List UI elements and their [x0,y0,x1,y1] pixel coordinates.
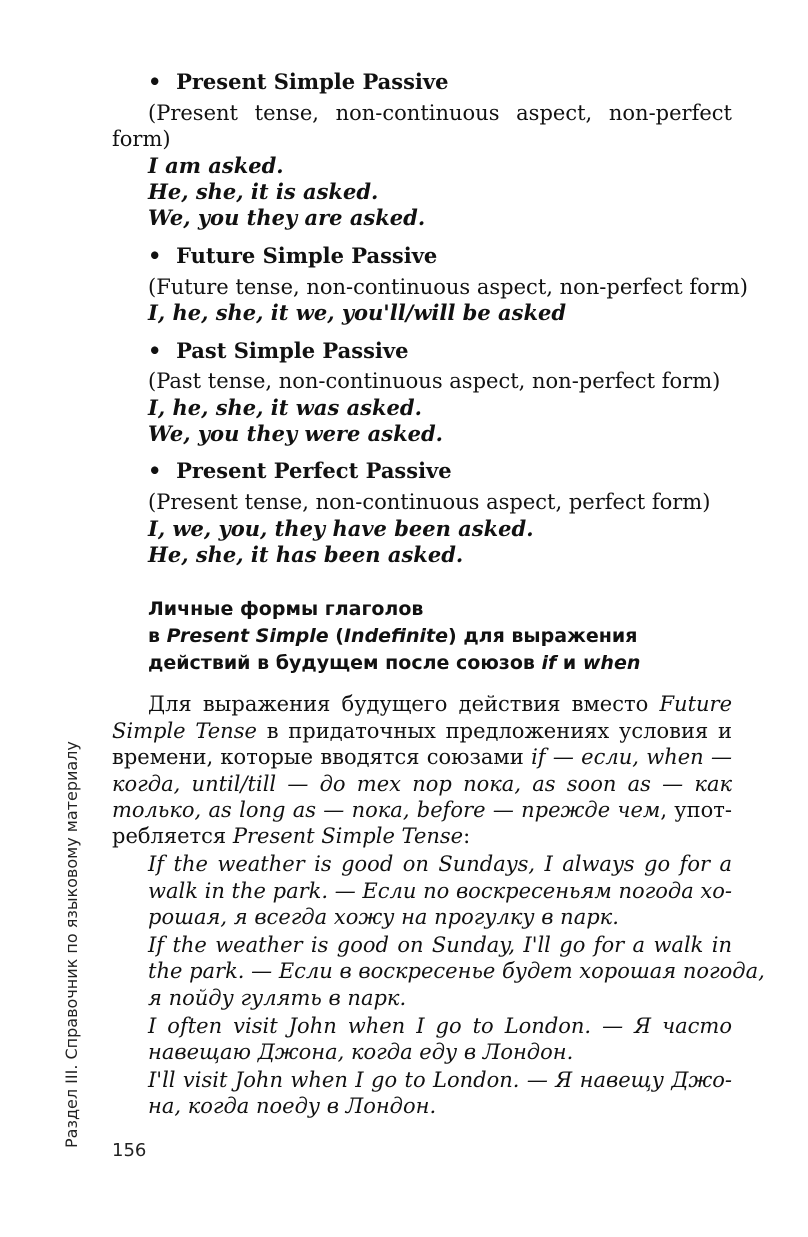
example-line: I, he, she, it was asked. [148,395,422,420]
section-heading: • Future Simple Passive [148,243,438,268]
paragraph-line: ребляется Present Simple Tense: [112,824,471,848]
topic-heading-line: Личные формы глаголов [148,598,424,620]
bullet: • [148,338,162,363]
example-sentence: на, когда поеду в Лондон. [148,1094,437,1118]
section-heading: • Present Simple Passive [148,69,449,94]
example-line: I am asked. [148,153,284,178]
example-sentence: walk in the park. — Если по воскресеньям погода хо- [148,879,732,903]
example-sentence: If the weather is good on Sunday, I'll go for a walk in [148,933,732,957]
example-sentence: I often visit John when I go to London. — Я часто [148,1014,732,1038]
description-line: (Past tense, non-continuous aspect, non-perfect form) [148,369,721,393]
example-sentence: If the weather is good on Sundays, I always go for a [148,852,732,876]
bullet: • [148,243,162,268]
section-heading: • Past Simple Passive [148,338,409,363]
paragraph-line: времени, которые вводятся союзами if — если, when — [112,745,732,769]
example-line: We, you they are asked. [148,205,426,230]
topic-heading-line: действий в будущем после союзов if и when [148,652,641,674]
description-line: (Future tense, non-continuous aspect, non-perfect form) [148,275,748,299]
topic-heading-line: в Present Simple (Indefinite) для выражения [148,625,638,647]
example-sentence: the park. — Если в воскресенье будет хорошая погода, [148,959,765,983]
description-line: (Present tense, non-continuous aspect, perfect form) [148,490,711,514]
section-heading: • Present Perfect Passive [148,458,452,483]
page-number: 156 [112,1140,147,1161]
example-sentence: я пойду гулять в парк. [148,986,407,1010]
example-sentence: рошая, я всегда хожу на прогулку в парк. [148,905,619,929]
example-line: He, she, it is asked. [148,179,379,204]
paragraph-line: Simple Tense в придаточных предложениях условия и [112,719,733,743]
example-line: I, we, you, they have been asked. [148,516,534,541]
paragraph-line: только, as long as — пока, before — прежде чем, упот- [112,798,733,822]
running-section-title: Раздел III. Справочник по языковому материалу [62,741,81,1148]
example-sentence: I'll visit John when I go to London. — Я навещу Джо- [148,1068,732,1092]
paragraph-line: когда, until/till — до тех пор пока, as soon as — как [112,772,732,796]
example-sentence: навещаю Джона, когда еду в Лондон. [148,1040,574,1064]
description-line: form) [112,127,171,151]
bullet: • [148,69,162,94]
paragraph-line: Для выражения будущего действия вместо Future [148,692,732,716]
example-line: I, he, she, it we, you'll/will be asked [148,300,567,325]
description-line: (Present tense, non-continuous aspect, non-perfect [148,101,732,125]
example-line: We, you they were asked. [148,421,443,446]
bullet: • [148,458,162,483]
example-line: He, she, it has been asked. [148,542,464,567]
